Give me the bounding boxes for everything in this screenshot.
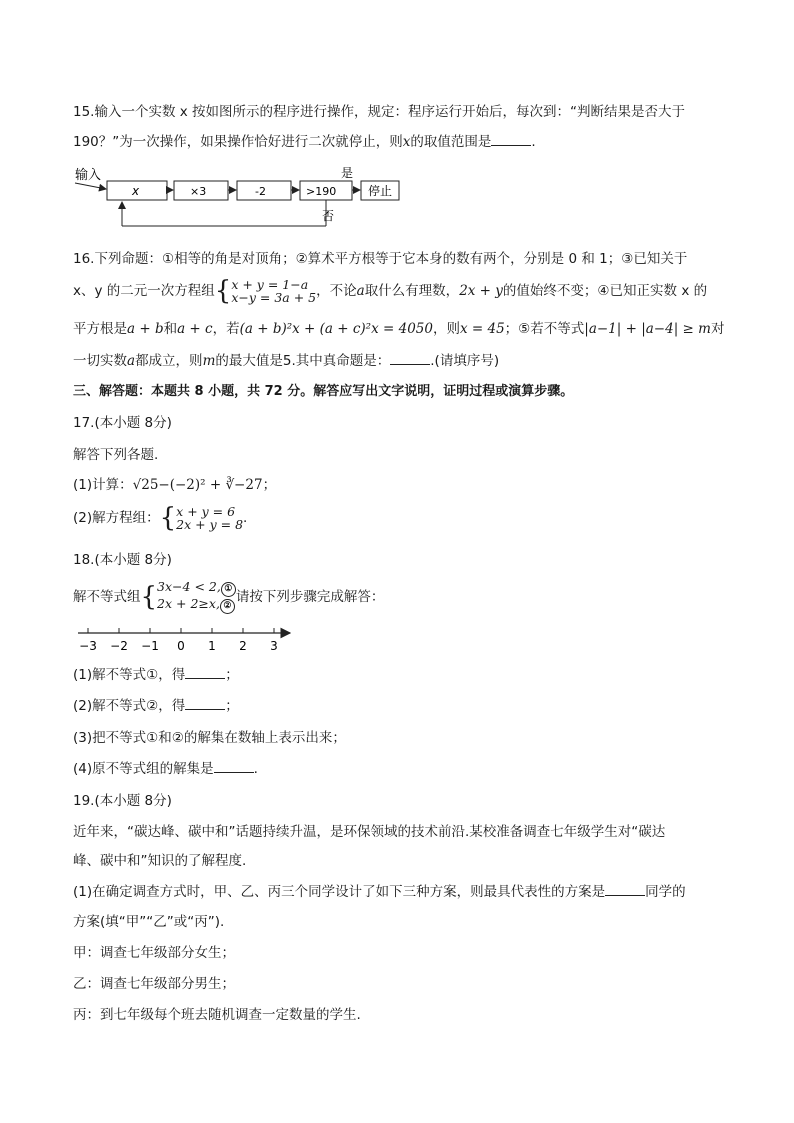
q18-step1 <box>73 666 239 684</box>
q16-line4 <box>73 352 499 370</box>
q15-text-b: 的取值范围是 <box>410 134 492 150</box>
q16-l3-expr5: |a−1| + |a−4| ≥ m <box>584 321 711 337</box>
q19-option-a: 甲：调查七年级部分女生； <box>73 945 235 961</box>
q19-s1-text-b: 同学的 <box>645 884 686 900</box>
q15-text-a: 190？”为一次操作，如果操作恰好进行二次就停止，则 <box>73 134 403 150</box>
section3-heading: 三、解答题：本题共 8 小题，共 72 分。解答应写出文字说明，证明过程或演算步骤。 <box>73 384 574 399</box>
q19-para1: 近年来，“碳达峰、碳中和”话题持续升温，是环保领域的技术前沿.某校准备调查七年级学生对“碳达 <box>73 824 666 840</box>
q16-line2: x、y 的二元一次方程组{ x + y = 1−a x−y = 3a + 5 ，不论a取什么有理数，2x + y的值始终不变；④已知正实数 x 的 <box>73 276 708 306</box>
number-line-tick-label: 1 <box>208 639 216 653</box>
q17-intro: 解答下列各题. <box>73 447 159 463</box>
q18-intro-b: 请按下列步骤完成解答： <box>235 589 385 605</box>
q18-step2 <box>73 697 239 715</box>
flow-x: x <box>132 184 140 198</box>
q15-end: . <box>531 134 536 150</box>
flow-stop: 停止 <box>368 184 393 198</box>
q18-intro: 解不等式组{ 3x−4 < 2, ① 2x + 2≥x, ② 请按下列步骤完成解答： <box>73 579 385 612</box>
q19-s1-text: (1)在确定调查方式时，甲、乙、丙三个同学设计了如下三种方案，则最具代表性的方案是 <box>73 884 606 900</box>
q16-l3-expr4: x = 45 <box>459 321 505 337</box>
q18-ineq1: 3x−4 < 2, <box>157 579 221 594</box>
q18-inequality-system <box>157 580 236 614</box>
q15-var: x <box>402 134 411 150</box>
q16-eq2: x−y = 3a + 5 <box>231 290 317 305</box>
number-line <box>76 622 300 656</box>
number-line-tick-label: −3 <box>79 639 97 653</box>
q18-intro-a: 解不等式组 <box>73 589 141 605</box>
q16-text-d: 的值始终不变；④已知正实数 x 的 <box>502 283 708 299</box>
q16-l4-var2: m <box>202 353 216 369</box>
q17-part1 <box>73 476 276 494</box>
q19-para2: 峰、碳中和”知识的了解程度. <box>73 853 247 869</box>
q19-option-b: 乙：调查七年级部分男生； <box>73 976 235 992</box>
flow-compare: >190 <box>306 185 337 198</box>
q15-line2 <box>73 133 536 151</box>
q18-s2-end: ； <box>225 698 239 714</box>
q18-s2-text: (2)解不等式②，得 <box>73 698 186 714</box>
q16-equation-system <box>231 278 316 304</box>
q19-option-c: 丙：到七年级每个班去随机调查一定数量的学生. <box>73 1007 361 1023</box>
q16-l3-expr3: (a + b)²x + (a + c)²x = 4050 <box>239 321 433 337</box>
q16-eq1: x + y = 1−a <box>231 277 309 292</box>
q16-l3-expr2: a + c <box>177 321 213 337</box>
q19-step1-cont: 方案(填“甲”“乙”或“丙”). <box>73 914 225 930</box>
q16-l4-a: 一切实数 <box>73 353 127 369</box>
q16-l3-b: 和 <box>163 321 178 337</box>
q17-eq2: 2x + y = 8 <box>176 517 244 532</box>
q16-l3-expr1: a + b <box>127 321 164 337</box>
q16-text-b: ，不论 <box>316 283 357 299</box>
q18-step4 <box>73 760 258 778</box>
q18-s1-end: ； <box>225 667 239 683</box>
q17-equation-system <box>176 505 243 531</box>
program-flowchart <box>70 164 410 236</box>
q18-title: 18.(本小题 8分) <box>73 552 172 568</box>
q16-l3-d: ，则 <box>432 321 460 337</box>
flow-no: 否 <box>322 209 335 223</box>
q16-line3 <box>73 320 724 338</box>
q18-s1-blank <box>185 666 225 679</box>
number-line-tick-label: −2 <box>110 639 128 653</box>
number-line-tick-label: −1 <box>141 639 159 653</box>
q15-line1: 15.输入一个实数 x 按如图所示的程序进行操作，规定：程序运行开始后，每次到：“判断结果是否大于 <box>73 104 686 120</box>
q16-text-c: 取什么有理数， <box>364 283 460 299</box>
q17-p1-end: ； <box>262 477 277 493</box>
q16-l3-e: ；⑤若不等式 <box>504 321 585 337</box>
q16-l3-f: 对 <box>710 321 725 337</box>
q16-l4-d: .(请填序号) <box>430 353 500 369</box>
q16-l4-c: 的最大值是5.其中真命题是： <box>215 353 391 369</box>
flow-yes: 是 <box>341 166 354 180</box>
q16-text-a: x、y 的二元一次方程组 <box>73 283 215 299</box>
q17-title: 17.(本小题 8分) <box>73 415 172 431</box>
flow-input-label: 输入 <box>75 168 102 183</box>
q16-answer-blank <box>390 352 430 365</box>
q18-s4-blank <box>214 760 254 773</box>
q19-step1 <box>73 883 686 901</box>
q16-l3-c: ，若 <box>212 321 240 337</box>
q18-circle-2: ② <box>220 599 235 614</box>
q16-l4-b: 都成立，则 <box>135 353 203 369</box>
flow-multiply: ×3 <box>190 185 207 198</box>
q16-l3-a: 平方根是 <box>73 321 127 337</box>
number-line-tick-label: 0 <box>177 639 185 653</box>
q15-answer-blank <box>491 133 531 146</box>
flow-subtract: -2 <box>255 185 266 198</box>
q17-p2-end: . <box>243 510 248 526</box>
q18-s4-end: . <box>253 761 258 777</box>
q17-p1-label: (1)计算： <box>73 477 133 493</box>
q17-p2-label: (2)解方程组： <box>73 510 160 526</box>
q18-s1-text: (1)解不等式①，得 <box>73 667 186 683</box>
q16-line1: 16.下列命题：①相等的角是对顶角；②算术平方根等于它本身的数有两个，分别是 0 和 1；③已知关于 <box>73 251 688 267</box>
q19-s1-blank <box>605 883 645 896</box>
q16-l4-var: a <box>127 353 136 369</box>
q18-s4-text: (4)原不等式组的解集是 <box>73 761 214 777</box>
q16-var-a: a <box>356 283 365 299</box>
q17-eq1: x + y = 6 <box>176 504 236 519</box>
q17-part2: (2)解方程组：{ x + y = 6 2x + y = 8 . <box>73 503 248 533</box>
q18-circle-1: ① <box>221 582 236 597</box>
q18-step3: (3)把不等式①和②的解集在数轴上表示出来； <box>73 730 346 746</box>
number-line-tick-label: 2 <box>239 639 247 653</box>
q18-s2-blank <box>185 697 225 710</box>
q19-title: 19.(本小题 8分) <box>73 793 172 809</box>
q16-expr: 2x + y <box>459 283 503 299</box>
q18-ineq2: 2x + 2≥x, <box>157 596 220 611</box>
number-line-tick-label: 3 <box>270 639 278 653</box>
q17-p1-expr: √25−(−2)² + ∛−27 <box>132 477 263 493</box>
